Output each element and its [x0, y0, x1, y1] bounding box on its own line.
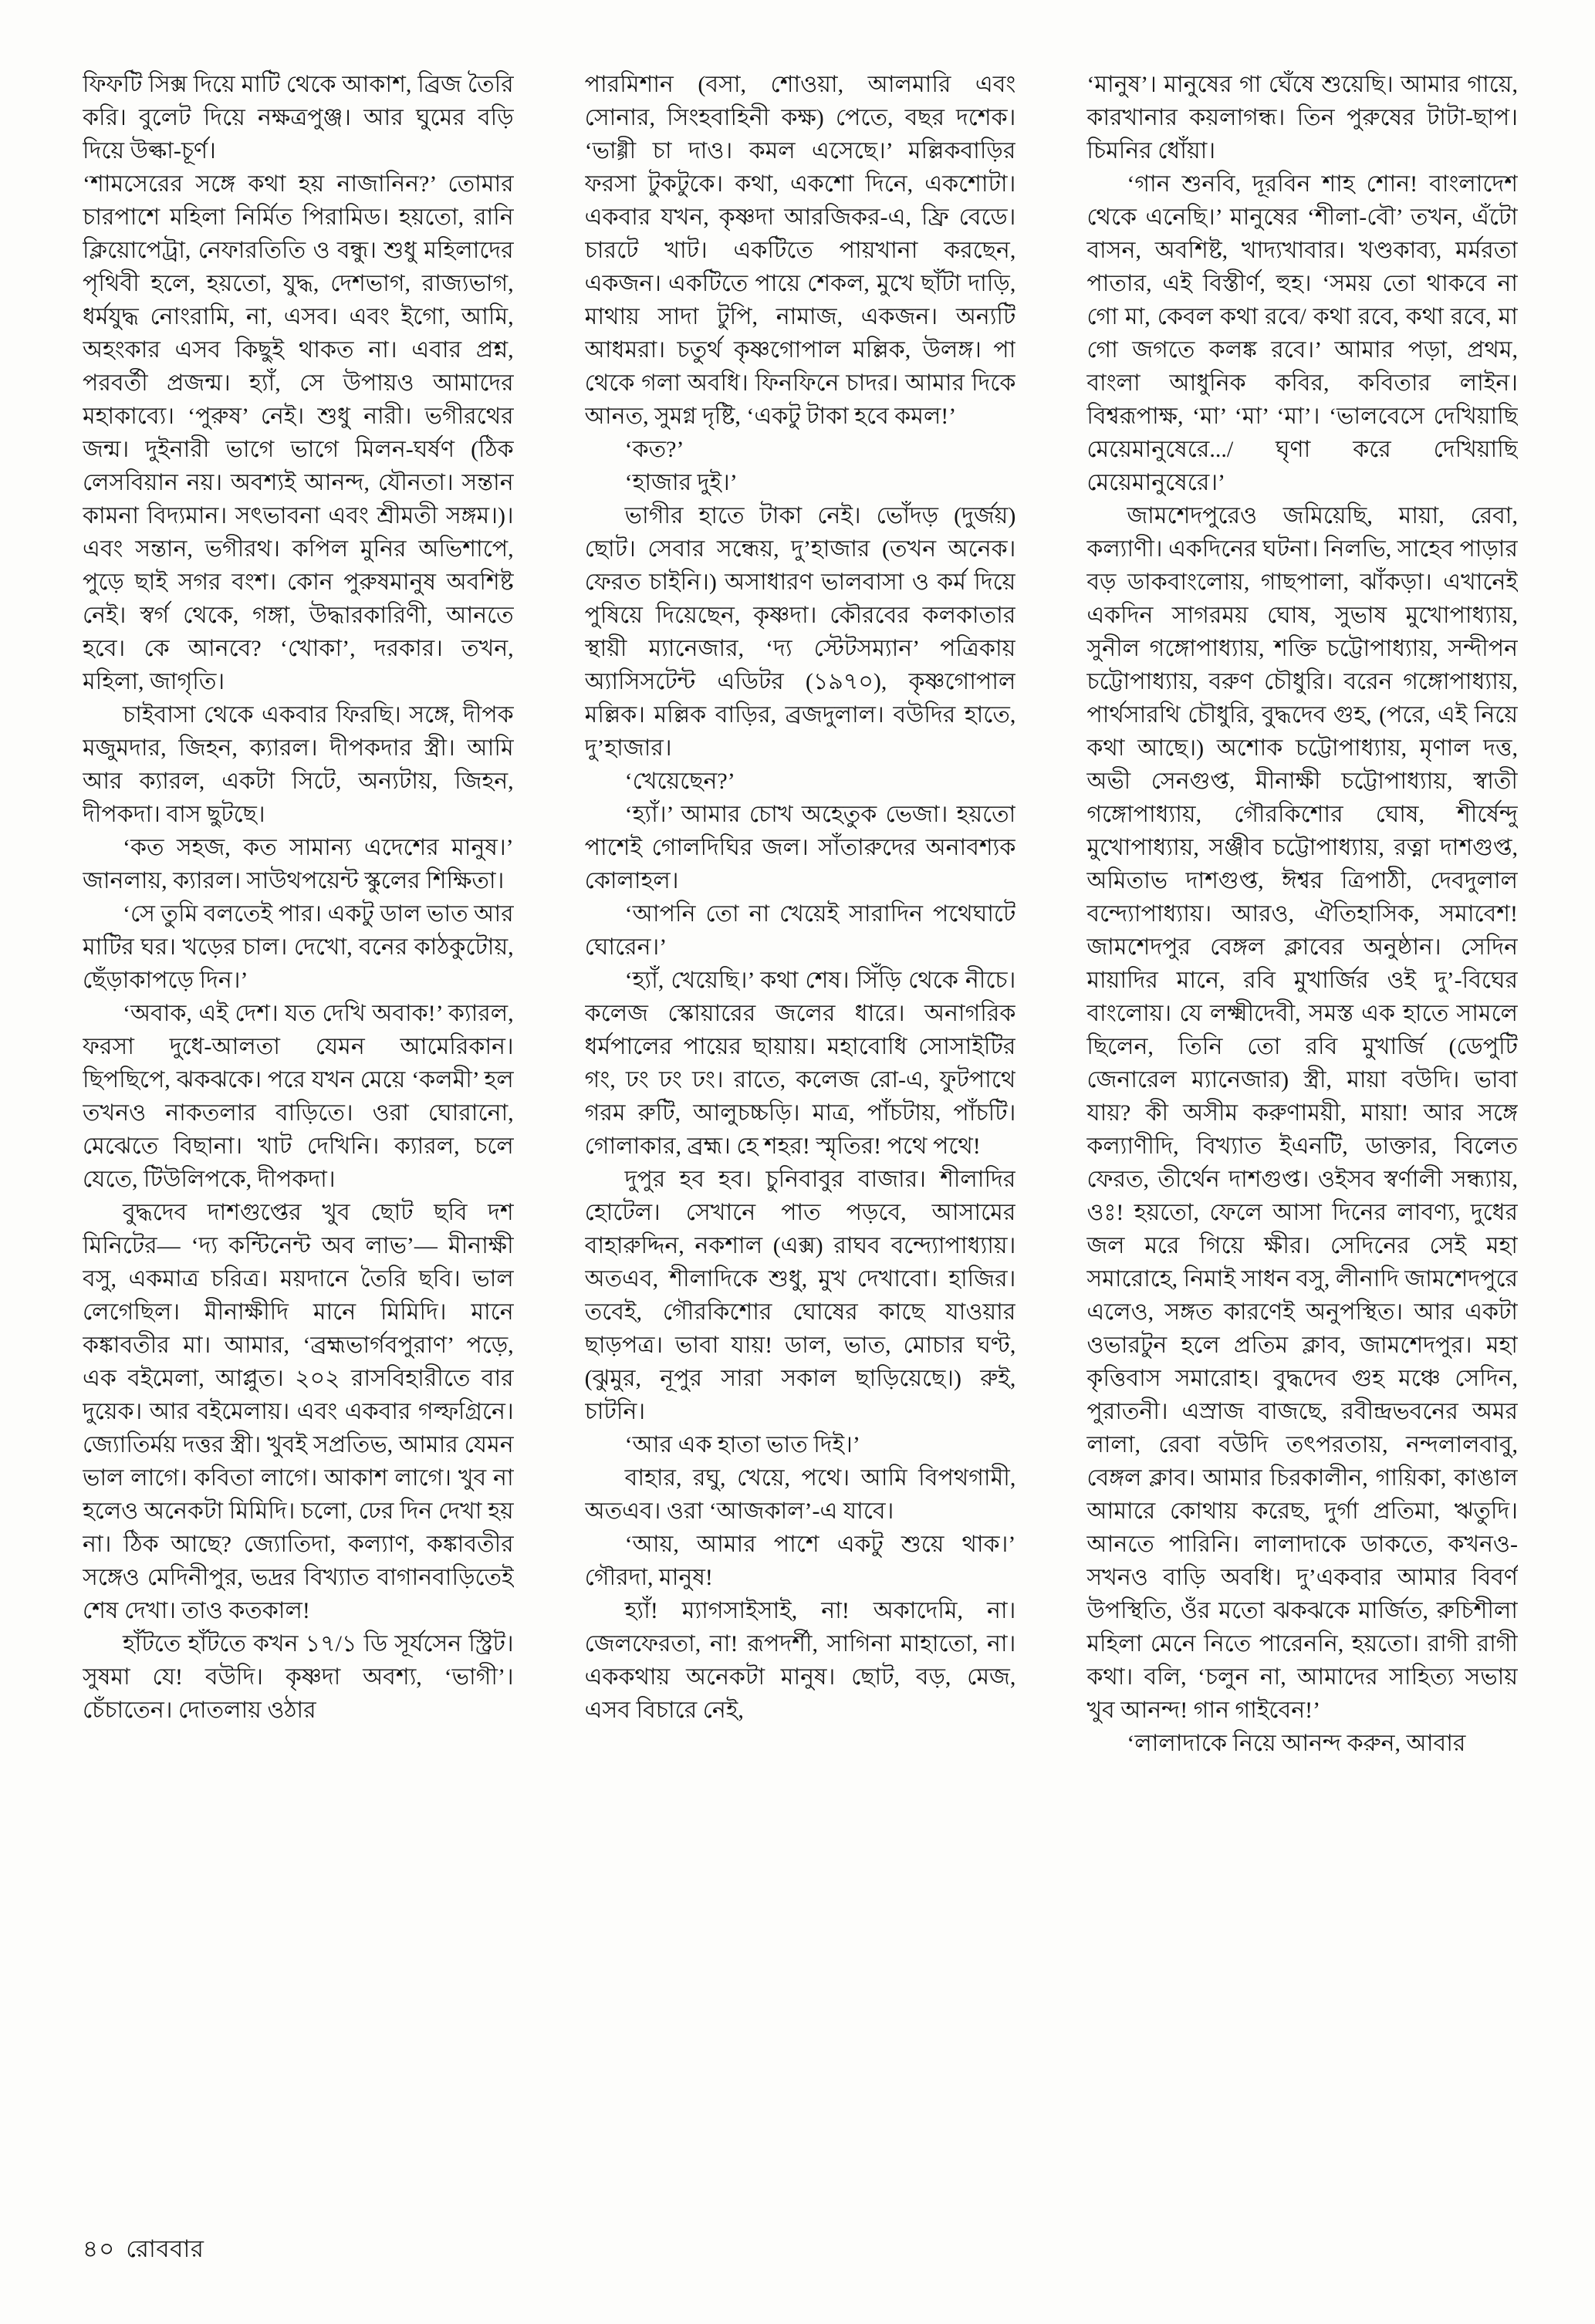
paragraph: ‘গান শুনবি, দূরবিন শাহ শোন! বাংলাদেশ থেকে এনেছি।’ মানুষের ‘শীলা-বৌ’ তখন, এঁটো বাসন, অবশিষ্ট, খাদ্যখাবার। খণ্ডকাব্য, মর্মরতা পাতার, এই বিস্তীর্ণ, হুহ। ‘সময় তো থাকবে না গো মা, কেবল কথা রবে/ কথা রবে, কথা রবে, মা গো জগতে কলঙ্ক রবে।’ আমার পড়া, প্রথম, বাংলা আধুনিক কবির, কবিতার লাইন। বিশ্বরূপাক্ষ, ‘মা’ ‘মা’ ‘মা’। ‘ভালবেসে দেখিয়াছি মেয়েমানুষেরে.../ ঘৃণা করে দেখিয়াছি মেয়েমানুষেরে।’	[1086, 171, 1518, 495]
paragraph: ‘আর এক হাতা ভাত দিই।’	[624, 1432, 860, 1458]
paragraph: ‘হ্যাঁ।’ আমার চোখ অহেতুক ভেজা। হয়তো পাশেই গোলদিঘির জল। সাঁতারুদের অনাবশ্যক কোলাহল।	[584, 802, 1016, 893]
page-footer	[83, 2234, 204, 2264]
paragraph: হাঁটতে হাঁটতে কখন ১৭/১ ডি সূর্যসেন স্ট্রিট। সুষমা যে! বউদি। কৃষ্ণদা অবশ্য, ‘ভাগী’। চেঁচাতেন। দোতলায় ওঠার	[83, 1631, 514, 1723]
paragraph: পারমিশান (বসা, শোওয়া, আলমারি এবং সোনার, সিংহবাহিনী কক্ষ) পেতে, বছর দশেক। ‘ভাগ্গী চা দাও। কমল এসেছে।’ মল্লিকবাড়ির ফরসা টুকটুকে। কথা, একশো দিনে, একশোটা। একবার যখন, কৃষ্ণদা আরজিকর-এ, ফ্রি বেডে। চারটে খাট। একটিতে পায়খানা করছেন, একজন। একটিতে পায়ে শেকল, মুখে ছাঁটা দাড়ি, মাথায় সাদা টুপি, নামাজ, একজন। অন্যটি আধমরা। চতুর্থ কৃষ্ণগোপাল মল্লিক, উলঙ্গ। পা থেকে গলা অবধি। ফিনফিনে চাদর। আমার দিকে আনত, সুমগ্ন দৃষ্টি, ‘একটু টাকা হবে কমল!’	[584, 72, 1016, 429]
paragraph: বাহার, রঘু, খেয়ে, পথে। আমি বিপথগামী, অতএব। ওরা ‘আজকাল’-এ যাবে।	[584, 1465, 1016, 1524]
paragraph: ‘মানুষ’। মানুষের গা ঘেঁষে শুয়েছি। আমার গায়ে, কারখানার কয়লাগন্ধ। তিন পুরুষের টাটা-ছাপ। চিমনির ধোঁয়া।	[1086, 72, 1518, 164]
paragraph: ‘সে তুমি বলতেই পার। একটু ডাল ভাত আর মাটির ঘর। খড়ের চাল। দেখো, বনের কাঠকুটোয়, ছেঁড়াকাপড়ে দিন।’	[83, 901, 514, 993]
paragraph: দুপুর হব হব। চুনিবাবুর বাজার। শীলাদির হোটেল। সেখানে পাত পড়বে, আসামের বাহারুদ্দিন, নকশাল (এক্স) রাঘব বন্দ্যোপাধ্যায়। অতএব, শীলাদিকে শুধু, মুখ দেখাবো। হাজির। তবেই, গৌরকিশোর ঘোষের কাছে যাওয়ার ছাড়পত্র। ভাবা যায়! ডাল, ভাত, মোচার ঘণ্ট, (ঝুমুর, নূপুর সারা সকাল ছাড়িয়েছে।) রুই, চাটনি।	[584, 1167, 1016, 1424]
paragraph: চাইবাসা থেকে একবার ফিরছি। সঙ্গে, দীপক মজুমদার, জিহন, ক্যারল। দীপকদার স্ত্রী। আমি আর ক্যারল, একটা সিটে, অন্যটায়, জিহন, দীপকদা। বাস ছুটছে।	[83, 702, 514, 827]
paragraph: ‘হাজার দুই।’	[624, 470, 738, 495]
paragraph: ‘হ্যাঁ, খেয়েছি।’ কথা শেষ। সিঁড়ি থেকে নীচে। কলেজ স্কোয়ারের জলের ধারে। অনাগরিক ধর্মপালের পায়ের ছায়ায়। মহাবোধি সোসাইটির গং, ঢং ঢং ঢং। রাতে, কলেজ রো-এ, ফুটপাথে গরম রুটি, আলুচচ্চড়ি। মাত্র, পাঁচটায়, পাঁচটি। গোলাকার, ব্রহ্ম। হে শহর! স্মৃতির! পথে পথে!	[584, 968, 1016, 1159]
paragraph: ফিফটি সিক্স দিয়ে মাটি থেকে আকাশ, ব্রিজ তৈরি করি। বুলেট দিয়ে নক্ষত্রপুঞ্জ। আর ঘুমের বড়ি দিয়ে উল্কা-চূর্ণ।	[83, 72, 514, 164]
paragraph: ‘আপনি তো না খেয়েই সারাদিন পথেঘাটে ঘোরেন।’	[584, 901, 1016, 960]
page-number: ৪০	[83, 2235, 116, 2262]
paragraph: জামশেদপুরেও জমিয়েছি, মায়া, রেবা, কল্যাণী। একদিনের ঘটনা। নিলভি, সাহেব পাড়ার বড় ডাকবাংলোয়, গাছপালা, ঝাঁকড়া। এখানেই একদিন সাগরময় ঘোষ, সুভাষ মুখোপাধ্যায়, সুনীল গঙ্গোপাধ্যায়, শক্তি চট্টোপাধ্যায়, সন্দীপন চট্টোপাধ্যায়, বরুণ চৌধুরি। বরেন গঙ্গোপাধ্যায়, পার্থসারথি চৌধুরি, বুদ্ধদেব গুহ, (পরে, এই নিয়ে কথা আছে।) অশোক চট্টোপাধ্যায়, মৃণাল দত্ত, অভী সেনগুপ্ত, মীনাক্ষী চট্টোপাধ্যায়, স্বাতী গঙ্গোপাধ্যায়, গৌরকিশোর ঘোষ, শীর্ষেন্দু মুখোপাধ্যায়, সঞ্জীব চট্টোপাধ্যায়, রত্না দাশগুপ্ত, অমিতাভ দাশগুপ্ত, ঈশ্বর ত্রিপাঠী, দেবদুলাল বন্দ্যোপাধ্যায়। আরও, ঐতিহাসিক, সমাবেশ! জামশেদপুর বেঙ্গল ক্লাবের অনুষ্ঠান। সেদিন মায়াদির মানে, রবি মুখার্জির ওই দু’-বিঘের বাংলোয়। যে লক্ষ্মীদেবী, সমস্ত এক হাতে সামলে ছিলেন, তিনি তো রবি মুখার্জি (ডেপুটি জেনারেল ম্যানেজার) স্ত্রী, মায়া বউদি। ভাবা যায়? কী অসীম করুণাময়ী, মায়া! আর সঙ্গে কল্যাণীদি, বিখ্যাত ইএনটি, ডাক্তার, বিলেত ফেরত, তীর্থেন দাশগুপ্ত। ওইসব স্বর্ণালী সন্ধ্যায়, ওঃ! হয়তো, ফেলে আসা দিনের লাবণ্য, দুধের জল মরে গিয়ে ক্ষীর। সেদিনের সেই মহা সমারোহে, নিমাই সাধন বসু, লীনাদি জামশেদপুরে এলেও, সঙ্গত কারণেই অনুপস্থিত। আর একটা ওভারটুন হলে প্রতিম ক্লাব, জামশেদপুর। মহা কৃত্তিবাস সমারোহ। বুদ্ধদেব গুহ মঞ্চে সেদিন, পুরাতনী। এস্রাজ বাজছে, রবীন্দ্রভবনের অমর লালা, রেবা বউদি তৎপরতায়, নন্দলালবাবু, বেঙ্গল ক্লাব। আমার চিরকালীন, গায়িকা, কাঙাল আমারে কোথায় করেছ, দুর্গা প্রতিমা, ঋতুদি। আনতে পারিনি। লালাদাকে ডাকতে, কখনও-সখনও বাড়ি অবধি। দু’একবার আমার বিবর্ণ উপস্থিতি, ওঁর মতো ঝকঝকে মার্জিত, রুচিশীলা মহিলা মেনে নিতে পারেননি, হয়তো। রাগী রাগী কথা। বলি, ‘চলুন না, আমাদের সাহিত্য সভায় খুব আনন্দ! গান গাইবেন!’	[1086, 503, 1518, 1723]
paragraph: ‘আয়, আমার পাশে একটু শুয়ে থাক।’ গৌরদা, মানুষ!	[584, 1532, 1016, 1590]
paragraph: ‘শামসেরের সঙ্গে কথা হয় নাজানিন?’ তোমার চারপাশে মহিলা নির্মিত পিরামিড। হয়তো, রানি ক্লিয়োপেট্রা, নেফারতিতি ও বন্ধু। শুধু মহিলাদের পৃথিবী হলে, হয়তো, যুদ্ধ, দেশভাগ, রাজ্যভাগ, ধর্মযুদ্ধ নোংরামি, না, এসব। এবং ইগো, আমি, অহংকার এসব কিছুই থাকত না। এবার প্রশ্ন, পরবর্তী প্রজন্ম। হ্যাঁ, সে উপায়ও আমাদের মহাকাব্যে। ‘পুরুষ’ নেই। শুধু নারী। ভগীরথের জন্ম। দুইনারী ভাগে ভাগে মিলন-ঘর্ষণ (ঠিক লেসবিয়ান নয়। অবশ্যই আনন্দ, যৌনতা। সন্তান কামনা বিদ্যমান। সৎভাবনা এবং শ্রীমতী সঙ্গম।)। এবং সন্তান, ভগীরথ। কপিল মুনির অভিশাপে, পুড়ে ছাই সগর বংশ। কোন পুরুষমানুষ অবশিষ্ট নেই। স্বর্গ থেকে, গঙ্গা, উদ্ধারকারিণী, আনতে হবে। কে আনবে? ‘খোকা’, দরকার। তখন, মহিলা, জাগৃতি।	[83, 171, 514, 694]
paragraph: হ্যাঁ! ম্যাগসাইসাই, না! অকাদেমি, না। জেলফেরতা, না! রূপদর্শী, সাগিনা মাহাতো, না। এককথায় অনেকটা মানুষ। ছোট, বড়, মেজ, এসব বিচারে নেই,	[584, 1598, 1016, 1723]
text-column-1	[83, 68, 514, 2182]
article-body	[83, 68, 1518, 2182]
paragraph: ‘কত সহজ, কত সামান্য এদেশের মানুষ।’ জানলায়, ক্যারল। সাউথপয়েন্ট স্কুলের শিক্ষিতা।	[83, 835, 514, 893]
paragraph: ‘অবাক, এই দেশ। যত দেখি অবাক!’ ক্যারল, ফরসা দুধে-আলতা যেমন আমেরিকান। ছিপছিপে, ঝকঝকে। পরে যখন মেয়ে ‘কলমী’ হল তখনও নাকতলার বাড়িতে। ওরা ঘোরানো, মেঝেতে বিছানা। খাট দেখিনি। ক্যারল, চলে যেতে, টিউলিপকে, দীপকদা।	[83, 1001, 514, 1192]
text-column-3	[1086, 68, 1518, 2182]
paragraph: ভাগীর হাতে টাকা নেই। ভোঁদড় (দুর্জয়) ছোট। সেবার সন্ধেয়, দু’হাজার (তখন অনেক। ফেরত চাইনি।) অসাধারণ ভালবাসা ও কর্ম দিয়ে পুষিয়ে দিয়েছেন, কৃষ্ণদা। কৌরবের কলকাতার স্থায়ী ম্যানেজার, ‘দ্য স্টেটসম্যান’ পত্রিকায় অ্যাসিসটেন্ট এডিটর (১৯৭০), কৃষ্ণগোপাল মল্লিক। মল্লিক বাড়ির, ব্রজদুলাল। বউদির হাতে, দু’হাজার।	[584, 503, 1016, 761]
text-column-2	[585, 68, 1016, 2182]
paragraph: বুদ্ধদেব দাশগুপ্তের খুব ছোট ছবি দশ মিনিটের— ‘দ্য কন্টিনেন্ট অব লাভ’— মীনাক্ষী বসু, একমাত্র চরিত্র। ময়দানে তৈরি ছবি। ভাল লেগেছিল। মীনাক্ষীদি মানে মিমিদি। মানে কঙ্কাবতীর মা। আমার, ‘ব্রহ্মভার্গবপুরাণ’ পড়ে, এক বইমেলা, আপ্লুত। ২০২ রাসবিহারীতে বার দুয়েক। আর বইমেলায়। এবং একবার গল্ফগ্রিনে। জ্যোতির্ময় দত্তর স্ত্রী। খুবই সপ্রতিভ, আমার যেমন ভাল লাগে। কবিতা লাগে। আকাশ লাগে। খুব না হলেও অনেকটা মিমিদি। চলো, ঢের দিন দেখা হয় না। ঠিক আছে? জ্যোতিদা, কল্যাণ, কঙ্কাবতীর সঙ্গেও মেদিনীপুর, ভদ্রর বিখ্যাত বাগানবাড়িতেই শেষ দেখা। তাও কতকাল!	[83, 1200, 514, 1623]
magazine-name: রোববার	[126, 2235, 204, 2262]
paragraph: ‘কত?’	[624, 437, 684, 462]
paragraph: ‘খেয়েছেন?’	[624, 768, 735, 794]
paragraph: ‘লালাদাকে নিয়ে আনন্দ করুন, আবার	[1127, 1731, 1466, 1756]
